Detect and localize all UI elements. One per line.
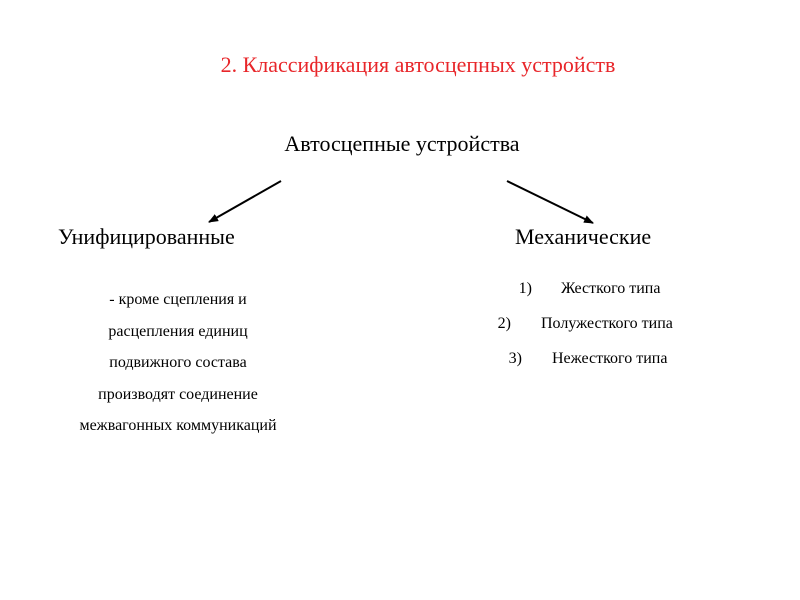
slide-title: 2. Классификация автосцепных устройств (220, 52, 616, 77)
description-line: производят соединение (98, 385, 258, 403)
arrow-right (507, 181, 593, 223)
list-number: 3) (508, 350, 522, 367)
arrow-left (209, 181, 281, 222)
list-text: Нежесткого типа (552, 350, 668, 367)
description-line: - кроме сцепления и (109, 291, 247, 308)
list-number: 1) (518, 280, 532, 297)
description-line: подвижного состава (109, 354, 247, 371)
left-description (40, 284, 316, 442)
list-text: Полужесткого типа (541, 315, 673, 332)
root-node: Автосцепные устройства (284, 131, 520, 156)
description-line: межвагонных коммуникаций (79, 417, 277, 434)
list-number: 2) (497, 315, 511, 332)
list-text: Жесткого типа (561, 280, 661, 297)
right-node: Механические (515, 224, 652, 249)
description-line: расцепления единиц (108, 322, 248, 340)
left-node: Унифицированные (58, 224, 235, 249)
